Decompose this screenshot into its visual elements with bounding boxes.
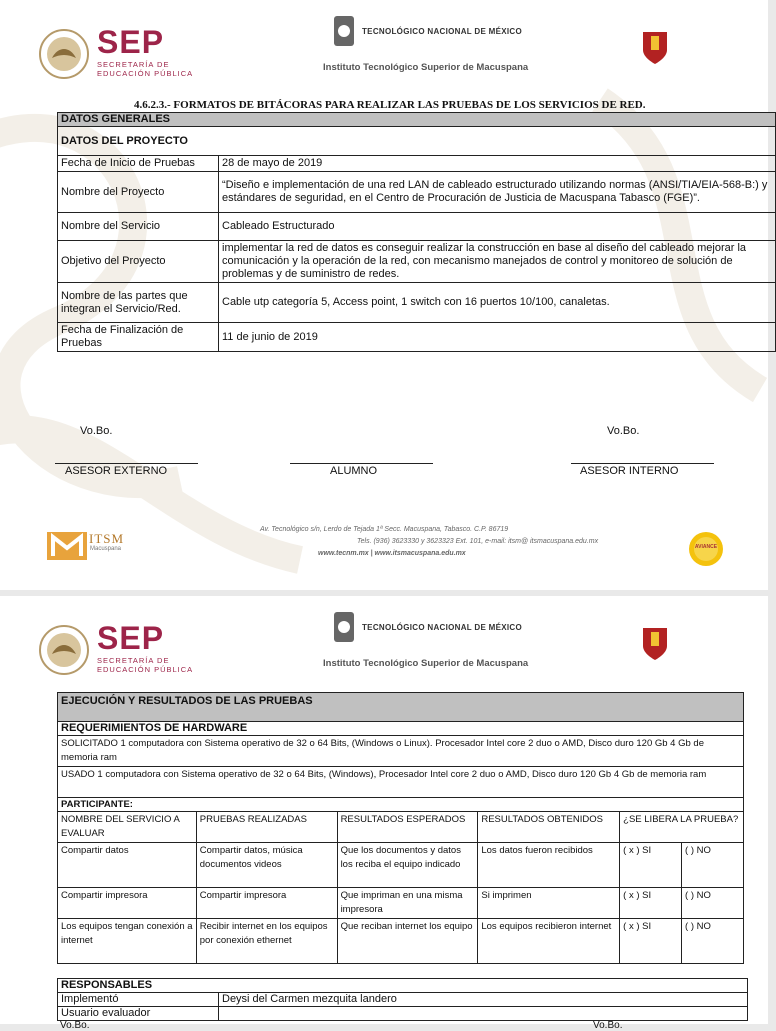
row-label: Nombre del Proyecto (58, 172, 219, 213)
signature-label-external: ASESOR EXTERNO (65, 465, 168, 477)
column-headers (58, 812, 744, 843)
table-row (58, 172, 776, 213)
sep-subtitle (97, 60, 193, 78)
letterhead-2 (0, 596, 768, 691)
table-row (58, 843, 744, 888)
footer-websites: www.tecnm.mx | www.itsmacuspana.edu.mx (318, 550, 466, 557)
cell-si: ( x ) SI (620, 843, 682, 888)
itsm-logo-icon (47, 532, 87, 560)
project-data-header: DATOS DEL PROYECTO (58, 127, 776, 156)
signature-line-center (290, 463, 433, 464)
cell-no: ( ) NO (682, 888, 744, 919)
column-header: PRUEBAS REALIZADAS (196, 812, 337, 843)
tecnm-name: TECNOLÓGICO NACIONAL DE MÉXICO (362, 27, 522, 36)
document-page-2 (0, 596, 768, 1031)
cell-no: ( ) NO (682, 843, 744, 888)
sep-logo-text: SEP (97, 620, 165, 656)
row-label: Nombre de las partes que integran el Servicio/Red. (58, 283, 219, 323)
row-value: implementar la red de datos es conseguir realizar la construcción en base al diseño del cableado mejorar la comunicación y la operación de la red, con mecanismo manejados de control y monitoreo de solución de problemas y de suministro de redes. (219, 241, 776, 283)
row-value: 11 de junio de 2019 (219, 323, 776, 352)
hardware-used: USADO 1 computadora con Sistema operativo de 32 o 64 Bits, (Windows), Procesador Intel core 2 duo o AMD, Disco duro 120 Gb 4 Gb de memoria ram (58, 767, 744, 798)
cell-done: Compartir datos, música documentos videos (196, 843, 337, 888)
cell-obtained: Si imprimen (478, 888, 620, 919)
table-row (58, 283, 776, 323)
cell-obtained: Los equipos recibieron internet (478, 919, 620, 964)
participant-label: PARTICIPANTE: (58, 798, 744, 812)
row-label: Fecha de Inicio de Pruebas (58, 156, 219, 172)
hardware-header: REQUERIMIENTOS DE HARDWARE (58, 722, 744, 736)
execution-header: EJECUCIÓN Y RESULTADOS DE LAS PRUEBAS (58, 693, 744, 722)
vobo-right: Vo.Bo. (593, 1020, 623, 1031)
row-value: Cable utp categoría 5, Access point, 1 switch con 16 puertos 10/100, canaletas. (219, 283, 776, 323)
signature-label-student: ALUMNO (330, 465, 378, 477)
sep-subtitle (97, 656, 193, 674)
cell-si: ( x ) SI (620, 919, 682, 964)
signature-line-right (571, 463, 714, 464)
signature-line-left (55, 463, 198, 464)
badge-label: AVIANCE (694, 544, 718, 550)
column-header: RESULTADOS ESPERADOS (337, 812, 478, 843)
table-row (58, 323, 776, 352)
table-row (58, 1007, 748, 1021)
row-label: Implementó (58, 993, 219, 1007)
vobo-left: Vo.Bo. (60, 1020, 90, 1031)
table-row (58, 919, 744, 964)
column-header: NOMBRE DEL SERVICIO A EVALUAR (58, 812, 197, 843)
tecnm-gear-icon (332, 12, 356, 50)
row-value: Deysi del Carmen mezquita landero (219, 993, 748, 1007)
table-row (58, 156, 776, 172)
itsm-sub: Macuspana (90, 546, 122, 552)
sep-logo-text: SEP (97, 24, 165, 60)
row-value (219, 1007, 748, 1021)
tabasco-crest-icon (640, 26, 670, 66)
row-label: Fecha de Finalización de Pruebas (58, 323, 219, 352)
cell-expected: Que impriman en una misma impresora (337, 888, 478, 919)
cell-done: Compartir impresora (196, 888, 337, 919)
cell-obtained: Los datos fueron recibidos (478, 843, 620, 888)
letterhead (0, 0, 768, 95)
tabasco-crest-icon (640, 622, 670, 662)
row-label: Usuario evaluador (58, 1007, 219, 1021)
signature-label-internal: ASESOR INTERNO (580, 465, 679, 477)
eagle-seal-icon (38, 624, 90, 676)
general-data-table (57, 112, 776, 352)
cell-si: ( x ) SI (620, 888, 682, 919)
sep-subtitle-line-2: EDUCACIÓN PÚBLICA (97, 69, 194, 78)
vobo-right: Vo.Bo. (607, 425, 640, 437)
cell-service: Los equipos tengan conexión a internet (58, 919, 197, 964)
column-header: RESULTADOS OBTENIDOS (478, 812, 620, 843)
table-row (58, 888, 744, 919)
cell-service: Compartir datos (58, 843, 197, 888)
row-value: “Diseño e implementación de una red LAN de cableado estructurado utilizando normas (ANSI/TIA/EIA-568-B:) y estándares de seguridad, en el Centro de Procuración de Justicia de Macuspana Tabasco (FGE)”. (219, 172, 776, 213)
column-header: ¿SE LIBERA LA PRUEBA? (620, 812, 744, 843)
responsibles-table (57, 978, 748, 1021)
eagle-seal-icon (38, 28, 90, 80)
general-data-header: DATOS GENERALES (58, 113, 776, 127)
cell-no: ( ) NO (682, 919, 744, 964)
footer-address: Av. Tecnológico s/n, Lerdo de Tejada 1ª Secc. Macuspana, Tabasco. C.P. 86719 (260, 526, 509, 533)
sep-subtitle-line-1: SECRETARÍA DE (97, 60, 170, 69)
cell-service: Compartir impresora (58, 888, 197, 919)
execution-table (57, 692, 744, 964)
row-label: Nombre del Servicio (58, 213, 219, 241)
institute-name: Instituto Tecnológico Superior de Macuspana (323, 658, 529, 669)
itsm-label: ITSM (89, 531, 125, 546)
tecnm-gear-icon (332, 608, 356, 646)
tecnm-name: TECNOLÓGICO NACIONAL DE MÉXICO (362, 623, 522, 632)
hardware-requested: SOLICITADO 1 computadora con Sistema operativo de 32 o 64 Bits, (Windows o Linux). Procesador Intel core 2 duo o AMD, Disco duro 120 Gb 4 Gb de memoria ram (58, 736, 744, 767)
sep-subtitle-line-1: SECRETARÍA DE (97, 656, 170, 665)
institute-name: Instituto Tecnológico Superior de Macuspana (323, 62, 529, 73)
section-title: 4.6.2.3.- FORMATOS DE BITÁCORAS PARA REALIZAR LAS PRUEBAS DE LOS SERVICIOS DE RED. (134, 99, 646, 111)
vobo-left: Vo.Bo. (80, 425, 113, 437)
row-label: Objetivo del Proyecto (58, 241, 219, 283)
table-row (58, 993, 748, 1007)
row-value: 28 de mayo de 2019 (219, 156, 776, 172)
table-row (58, 213, 776, 241)
cell-expected: Que reciban internet los equipo (337, 919, 478, 964)
cell-expected: Que los documentos y datos los reciba el equipo indicado (337, 843, 478, 888)
row-value: Cableado Estructurado (219, 213, 776, 241)
cell-done: Recibir internet en los equipos por conexión ethernet (196, 919, 337, 964)
sep-subtitle-line-2: EDUCACIÓN PÚBLICA (97, 665, 194, 674)
responsibles-header: RESPONSABLES (58, 979, 748, 993)
table-row (58, 241, 776, 283)
footer-phones: Tels. (936) 3623330 y 3623323 Ext. 101, e-mail: itsm@ itsmacuspana.edu.mx (357, 538, 599, 545)
